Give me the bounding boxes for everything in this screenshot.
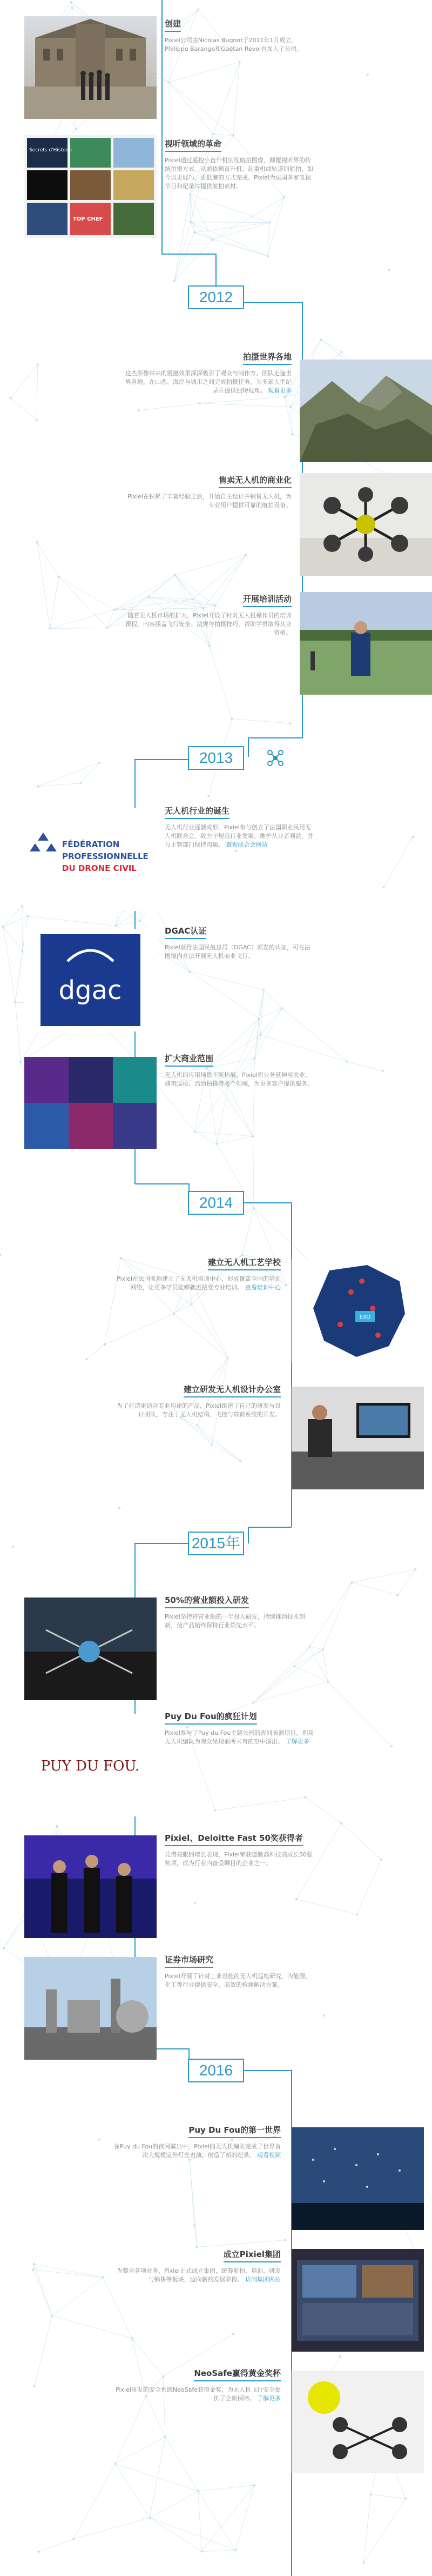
dgac-wordmark: dgac — [58, 975, 122, 1006]
entry-link[interactable]: 查看联合会网站 — [226, 841, 268, 848]
entry-works — [113, 1257, 281, 1292]
entry-body: 在Puy du Fou的夜间演出中，Pixiel的无人机编队完成了世界首次大规模室外灯光表演，创造了新的纪录。 — [113, 2143, 281, 2159]
entry-body: Pixiel获得法国民航总局（DGAC）颁发的认证，可在法国境内合法开展无人机商业飞行。 — [165, 944, 310, 960]
year-2013: 2013 — [188, 746, 244, 770]
founders-photo — [24, 16, 157, 119]
entry-expand — [165, 1053, 316, 1088]
entry-title: 售卖无人机的商业化 — [219, 475, 292, 488]
entry-award — [165, 1833, 316, 1868]
topchef-logo: TOP CHEF — [73, 216, 103, 222]
award-photo — [24, 1835, 157, 1938]
entry-training — [124, 594, 292, 637]
secrets-logo: Secrets d'Histoire — [29, 148, 72, 153]
fpdc-logo — [24, 808, 157, 911]
entry-body: Pixiel开展了针对工业设施的无人机巡检研究，为能源、化工等行业提供安全、高效的检测解决方案。 — [165, 1973, 311, 1988]
entry-title: 视听领域的革命 — [165, 138, 221, 152]
entry-body: 为整合各项业务，Pixiel正式成立集团，统筹航拍、培训、研发与销售等板块，迈向新的发展阶段。 — [117, 2267, 281, 2283]
puydufou-logo — [24, 1714, 157, 1816]
entry-link[interactable]: 观看更多 — [268, 387, 292, 394]
entry-body: 这些影像带来的震撼效果深深吸引了观众与制作方。团队走遍世界各地，在山峦、海岸与城市之间完成拍摄任务，为多部大型纪录片提供独特视角。 — [125, 370, 292, 394]
entry-neosafe — [113, 2368, 281, 2403]
entry-body: Pixiel通过遥控小直升机实现航拍图像，颠覆视听界的传统拍摄方式。从前依赖直升机、起重机或轨道的航拍，如今以更轻巧、更低廉的方式完成。Pixiel为法国多家电视节目和纪录片提供航拍素材。 — [165, 157, 313, 190]
dgac-logo — [24, 929, 157, 1031]
rnd-photo — [24, 1597, 157, 1700]
fpdc-line2: PROFESSIONNELLE — [62, 851, 148, 861]
entry-puydufou — [165, 1711, 316, 1746]
entry-design — [113, 1384, 281, 1419]
training-field-photo — [300, 592, 432, 695]
entry-title: Pixiel、Deloitte Fast 50奖获得者 — [165, 1833, 303, 1846]
entry-founded — [165, 18, 316, 54]
entry-title: Puy Du Fou的疯狂计划 — [165, 1711, 257, 1725]
entry-title: 成立Pixiel集团 — [224, 2249, 281, 2262]
entry-title: Puy Du Fou的第一世界 — [188, 2125, 281, 2138]
design-office-photo — [292, 1387, 424, 1489]
entry-body: Pixiel参与了Puy du Fou主题公园的夜间表演项目，利用无人机编队为观众呈现前所未有的空中演出。 — [165, 1729, 314, 1745]
fpdc-line3: DU DRONE CIVIL — [62, 863, 137, 873]
entry-invest — [165, 1595, 316, 1630]
entry-body: Pixiel公司由Nicolas Bugnot于2011年1月成立。Philippe Barange和Gaëtan Revol也加入了公司。 — [165, 37, 303, 52]
entry-title: 50%的营业额投入研发 — [165, 1595, 249, 1608]
entry-dgac — [165, 926, 316, 961]
entry-group — [113, 2249, 281, 2284]
year-2012: 2012 — [188, 285, 244, 309]
entry-body: Pixiel研发的安全系统NeoSafe获得金奖，为无人机飞行安全提供了全新保障。 — [116, 2386, 281, 2402]
entry-title: NeoSafe赢得黄金奖杯 — [194, 2368, 281, 2381]
entry-body: Pixiel在法国多地建立了无人机培训中心，形成覆盖全国的培训网络，让更多学员能够就近接受专业培训。 — [117, 1275, 281, 1291]
entry-body: 随着无人机市场的扩大，Pixiel开设了针对无人机操作员的培训课程，内容涵盖飞行安全、法规与拍摄技巧，帮助学员取得从业资格。 — [125, 612, 292, 636]
entry-body: 凭借亮眼的增长表现，Pixiel荣获德勤高科技高成长50强奖项，成为行业内备受瞩目的企业之一。 — [165, 1851, 313, 1867]
entry-title: 创建 — [165, 18, 181, 32]
drone-icon — [267, 749, 284, 767]
entry-title: 建立研发无人机设计办公室 — [184, 1384, 281, 1397]
entry-title: 扩大商业范围 — [165, 1053, 213, 1067]
entry-link[interactable]: 了解更多 — [285, 1738, 309, 1745]
drone-product-photo — [300, 473, 432, 576]
entry-link[interactable]: 查看培训中心 — [245, 1284, 281, 1291]
entry-title: 开展培训活动 — [243, 594, 292, 607]
fpdc-line1: FÉDÉRATION — [62, 840, 120, 849]
entry-research — [165, 1954, 316, 1989]
entry-title: 拍摄世界各地 — [243, 351, 292, 365]
entry-federation — [165, 806, 316, 849]
map-badge: EXO — [359, 1314, 371, 1320]
entry-sales — [124, 475, 292, 510]
year-2014: 2014 — [188, 1191, 244, 1215]
entry-link[interactable]: 了解更多 — [257, 2395, 281, 2402]
tv-shows-collage — [24, 135, 157, 238]
entry-body: 无人机的应用场景不断拓展，Pixiel将业务延伸至农业、建筑巡检、活动拍摄等多个领域，为更多客户提供服务。 — [165, 1071, 313, 1087]
year-2015: 2015年 — [188, 1532, 244, 1555]
applications-collage — [24, 1057, 157, 1149]
entry-body: Pixiel在积累了丰富经验之后，开始自主设计并销售无人机，为专业用户提供可靠的航拍设备。 — [127, 493, 292, 509]
entry-link[interactable]: 访问集团网站 — [245, 2276, 281, 2283]
entry-revolution — [165, 138, 316, 191]
year-2016: 2016 — [188, 2059, 244, 2082]
entry-world-first — [113, 2125, 281, 2160]
light-show-photo — [292, 2127, 424, 2230]
entry-title: 建立无人机工艺学校 — [208, 1257, 281, 1270]
entry-title: 无人机行业的诞生 — [165, 806, 230, 819]
france-map — [292, 1260, 424, 1362]
group-screens-photo — [292, 2249, 424, 2352]
entry-title: 证券市场研究 — [165, 1954, 213, 1968]
entry-world-shoot — [124, 351, 292, 395]
entry-body: 无人机行业逐渐成形，Pixiel参与创立了法国职业民用无人机联合会，致力于规范行业发展、维护从业者利益，并与主管部门保持沟通。 — [165, 824, 313, 848]
neosafe-photo — [292, 2371, 424, 2473]
industrial-photo — [24, 1957, 157, 2060]
puydufou-wordmark: PUY DU FOU. — [40, 1758, 140, 1774]
entry-body: Pixiel坚持将营业额的一半投入研发，持续推动技术创新，使产品始终保持行业领先水平。 — [165, 1613, 305, 1629]
entry-link[interactable]: 观看视频 — [257, 2152, 281, 2159]
entry-title: DGAC认证 — [165, 926, 206, 939]
entry-body: 为了打造更适合专业用途的产品，Pixiel组建了自己的研发与设计团队，专注于无人机结构、飞控与载荷系统的开发。 — [117, 1402, 281, 1418]
mountain-aerial-photo — [300, 360, 432, 462]
